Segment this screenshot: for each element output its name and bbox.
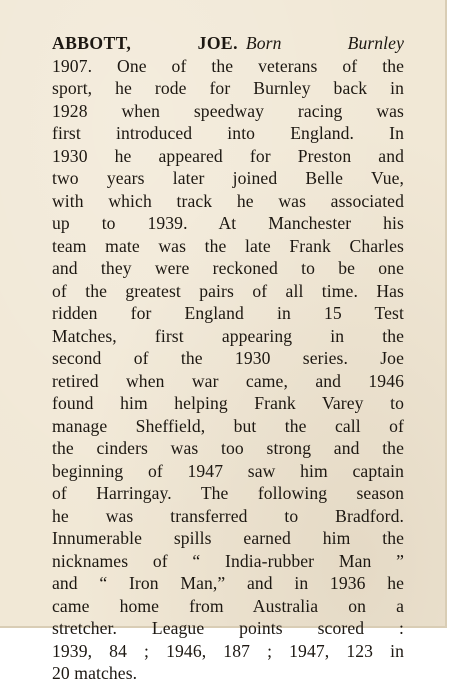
biography-line: of Harringay. The following season	[52, 483, 404, 503]
biography-line: beginning of 1947 saw him captain	[52, 460, 404, 481]
biography-line: up to 1939. At Manchester his	[52, 213, 404, 233]
biography-line: second of the 1930 series. Joe	[52, 348, 404, 368]
biography-line: Innumerable spills earned him the	[52, 528, 404, 548]
biography-line: the cinders was too strong and the	[52, 438, 404, 458]
biography-line: of the greatest pairs of all time. Has	[52, 280, 404, 301]
biography-line: first introduced into England. In	[52, 123, 404, 143]
biography-line: 20 matches.	[52, 663, 138, 683]
birthplace-heading: Born Burnley	[245, 33, 404, 53]
rider-biography	[52, 32, 404, 685]
biography-line: with which track he was associated	[52, 190, 404, 211]
biography-line: 1928 when speedway racing was	[52, 100, 404, 121]
biography-line: ridden for England in 15 Test	[52, 303, 404, 323]
biography-line: sport, he rode for Burnley back in	[52, 78, 404, 98]
biography-line: found him helping Frank Varey to	[52, 393, 404, 413]
biography-line: manage Sheffield, but the call of	[52, 415, 404, 436]
biography-line: and “ Iron Man,” and in 1936 he	[52, 573, 404, 593]
biography-line: two years later joined Belle Vue,	[52, 168, 404, 188]
biography-line: 1930 he appeared for Preston and	[52, 145, 404, 166]
biography-line: and they were reckoned to be one	[52, 258, 404, 278]
biography-line: came home from Australia on a	[52, 595, 404, 616]
biography-line: retired when war came, and 1946	[52, 370, 404, 391]
heading-line	[52, 32, 404, 55]
biography-line: stretcher. League points scored :	[52, 618, 404, 638]
biography-line: nicknames of “ India-rubber Man ”	[52, 550, 404, 571]
biography-line: he was transferred to Bradford.	[52, 505, 404, 526]
biography-line: 1907. One of the veterans of the	[52, 55, 404, 76]
biography-line: team mate was the late Frank Charles	[52, 235, 404, 256]
biography-line: 1939, 84 ; 1946, 187 ; 1947, 123 in	[52, 640, 404, 661]
biography-line: Matches, first appearing in the	[52, 325, 404, 346]
rider-name: ABBOTT, JOE.	[52, 33, 238, 53]
